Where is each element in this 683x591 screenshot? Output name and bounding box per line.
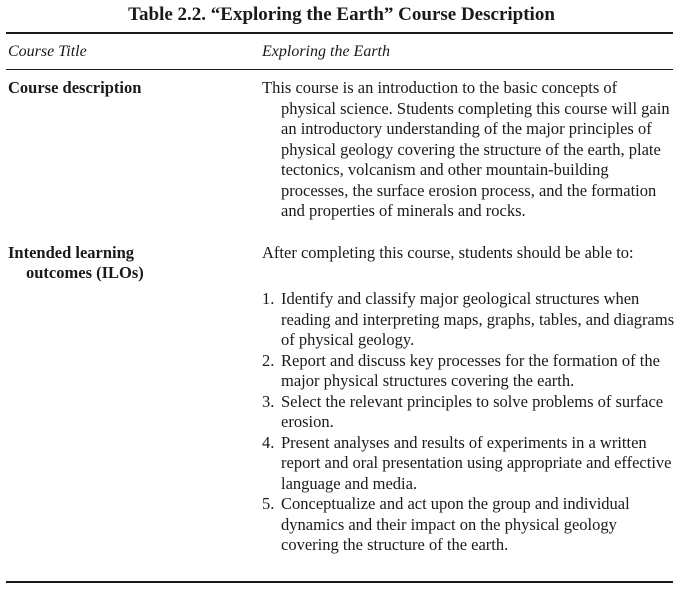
ilos-label-line1: Intended learning bbox=[8, 243, 135, 262]
ilo-text: Conceptualize and act upon the group and individual dynamics and their impact on the physical geology covering the structure of the earth. bbox=[281, 494, 630, 554]
bottom-rule bbox=[6, 581, 673, 583]
ilos-label bbox=[8, 243, 144, 283]
course-description-text bbox=[262, 78, 676, 222]
ilo-item-1 bbox=[262, 289, 676, 351]
header-course-title-value: Exploring the Earth bbox=[262, 43, 390, 60]
ilos-list bbox=[262, 289, 676, 556]
header-rule bbox=[6, 69, 673, 70]
header-course-title-label: Course Title bbox=[8, 43, 87, 60]
ilo-text: Select the relevant principles to solve problems of surface erosion. bbox=[281, 391, 664, 431]
ilo-item-4 bbox=[262, 433, 676, 495]
ilos-label-line2: outcomes (ILOs) bbox=[26, 263, 144, 282]
ilos-intro-paragraph: After completing this course, students should be able to: bbox=[262, 243, 634, 262]
ilo-text: Identify and classify major geological structures when reading and interpreting maps, graphs, tables, and diagrams of physical geology. bbox=[281, 289, 675, 349]
table-caption: Table 2.2. “Exploring the Earth” Course Description bbox=[128, 4, 555, 25]
ilo-item-3 bbox=[262, 392, 676, 433]
ilo-text: Report and discuss key processes for the formation of the major physical structures covering the earth. bbox=[281, 350, 660, 390]
ilos-intro bbox=[262, 243, 676, 264]
course-description-label-text: Course description bbox=[8, 78, 142, 97]
ilo-number: 1. bbox=[262, 289, 275, 308]
top-rule bbox=[6, 32, 673, 34]
ilo-number: 3. bbox=[262, 391, 275, 411]
ilo-number: 5. bbox=[262, 494, 275, 513]
course-description-paragraph: This course is an introduction to the basic concepts of physical science. Students completing this course will gain an introductory understanding of the major principles of physical geology covering the structure of the earth, plate tectonics, volcanism and other mountain-building processes, the surface erosion process, and the formation and properties of minerals and rocks. bbox=[262, 78, 670, 220]
ilo-number: 2. bbox=[262, 350, 275, 370]
ilo-item-5 bbox=[262, 494, 676, 556]
course-description-label bbox=[8, 78, 141, 98]
ilo-number: 4. bbox=[262, 432, 275, 452]
ilo-item-2 bbox=[262, 351, 676, 392]
ilo-text: Present analyses and results of experiments in a written report and oral presentation using appropriate and effective language and media. bbox=[281, 432, 672, 493]
